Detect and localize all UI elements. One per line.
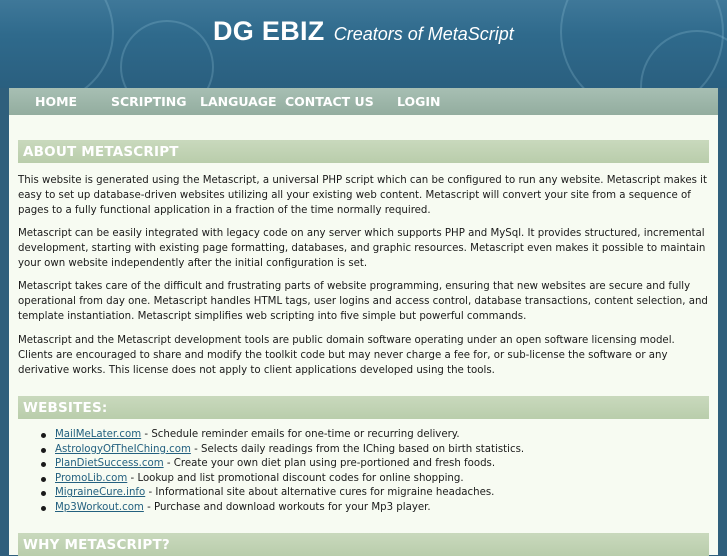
main-nav [9, 88, 718, 115]
nav-item-login[interactable]: LOGIN [397, 94, 441, 109]
website-link-promolib[interactable]: PromoLib.com [55, 472, 128, 484]
section-heading-text: WEBSITES: [23, 400, 108, 416]
section-heading-text: WHY METASCRIPT? [23, 537, 170, 553]
website-link-migrainecure[interactable]: MigraineCure.info [55, 487, 146, 499]
main-content [9, 115, 718, 555]
about-paragraph: Metascript can be easily integrated with legacy code on any server which supports PHP and MySql. It provides structured, incremental development, starting with existing page formatting, databases, and graphic resources. Metascript even makes it possible to maintain your own website independently after the initial configuration is set. [18, 228, 706, 269]
about-paragraph: Metascript and the Metascript development tools are public domain software operating under an open software licensing model. Clients are encouraged to share and modify the toolkit code but may never charge a fee for, or sub-license the software or any derivative works. This license does not apply to client applications developed using the tools. [18, 335, 675, 376]
section-heading-websites [18, 396, 709, 419]
site-brand[interactable] [213, 16, 514, 47]
website-description: - Schedule reminder emails for one-time or recurring delivery. [141, 429, 460, 440]
list-item [18, 443, 708, 458]
website-description: - Informational site about alternative cures for migraine headaches. [145, 487, 495, 499]
brand-tagline: Creators of MetaScript [333, 24, 514, 44]
section-heading-text: ABOUT METASCRIPT [23, 144, 179, 160]
list-item [18, 472, 708, 487]
site-header [0, 0, 727, 88]
nav-item-language[interactable]: LANGUAGE [200, 94, 277, 109]
about-paragraph: This website is generated using the Metascript, a universal PHP script which can be configured to run any website. Metascript makes it easy to set up database-driven websites utilizing all your existing web content. Metascript will convert your site from a sequence of pages to a fully functional application in a fraction of the time normally required. [18, 175, 707, 216]
website-description: - Create your own diet plan using pre-portioned and fresh foods. [163, 458, 496, 470]
list-item [18, 457, 708, 472]
section-heading-about [18, 140, 709, 163]
brand-name: DG EBIZ [213, 16, 325, 46]
website-description: - Purchase and download workouts for your Mp3 player. [143, 501, 431, 513]
nav-item-home[interactable]: HOME [35, 94, 78, 109]
websites-list [18, 428, 708, 516]
list-item [18, 501, 708, 516]
header-decoration [120, 20, 214, 88]
nav-item-contact-us[interactable]: CONTACT US [285, 94, 374, 109]
header-decoration [0, 0, 114, 88]
website-link-mailmelater[interactable]: MailMeLater.com [55, 429, 142, 440]
website-description: - Selects daily readings from the IChing based on birth statistics. [190, 443, 525, 455]
website-link-plandietsuccess[interactable]: PlanDietSuccess.com [55, 458, 164, 470]
nav-item-scripting[interactable]: SCRIPTING [111, 94, 187, 109]
list-item [18, 428, 708, 443]
website-description: - Lookup and list promotional discount codes for online shopping. [127, 472, 464, 484]
about-paragraph: Metascript takes care of the difficult and frustrating parts of website programming, ensuring that new websites are secure and fully operational from day one. Metascript handles HTML tags, user logins and access control, database transactions, content selection, and template instantiation. Metascript simplifies web scripting into five simple but powerful commands. [18, 281, 708, 322]
list-item [18, 486, 708, 501]
website-link-mp3workout[interactable]: Mp3Workout.com [55, 501, 144, 513]
website-link-astrologyoftheiching[interactable]: AstrologyOfTheIChing.com [55, 443, 191, 455]
